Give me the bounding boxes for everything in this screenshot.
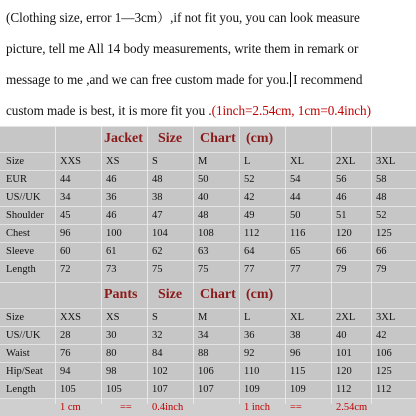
measurement-value: 34 xyxy=(60,192,71,203)
conversion-cell: == xyxy=(120,402,132,413)
measurement-value: 94 xyxy=(60,366,71,377)
intro-line-4a: custom made is best, it is more fit you . xyxy=(6,103,212,118)
intro-line-2: picture, tell me All 14 body measurements, write them in remark or xyxy=(6,41,359,56)
measurement-value: 52 xyxy=(244,174,255,185)
measurement-label: Hip/Seat xyxy=(6,366,43,377)
measurement-value: 44 xyxy=(60,174,71,185)
table-row xyxy=(0,260,416,278)
intro-text xyxy=(6,2,414,126)
measurement-value: 88 xyxy=(198,348,209,359)
measurement-value: 63 xyxy=(198,246,209,257)
measurement-value: 38 xyxy=(152,192,163,203)
measurement-value: 36 xyxy=(106,192,117,203)
measurement-value: 72 xyxy=(60,264,71,275)
measurement-value: 60 xyxy=(60,246,71,257)
measurement-value: 42 xyxy=(244,192,255,203)
measurement-value: 73 xyxy=(106,264,117,275)
jacket-chart-header xyxy=(0,126,416,152)
grid-line xyxy=(285,126,286,404)
measurement-label: Shoulder xyxy=(6,210,44,221)
size-column-header: XXS xyxy=(60,312,82,323)
size-column-header: 3XL xyxy=(376,156,396,167)
measurement-value: 58 xyxy=(376,174,387,185)
intro-line-3 xyxy=(6,64,414,95)
size-column-header: XS xyxy=(106,156,120,167)
measurement-value: 65 xyxy=(290,246,301,257)
measurement-value: 38 xyxy=(290,330,301,341)
measurement-value: 101 xyxy=(336,348,352,359)
size-column-header: XL xyxy=(290,312,304,323)
measurement-value: 40 xyxy=(198,192,209,203)
size-column-header: S xyxy=(152,312,158,323)
conversion-cell: 0.4inch xyxy=(152,402,184,413)
size-column-header: 2XL xyxy=(336,312,356,323)
measurement-value: 44 xyxy=(290,192,301,203)
table-row xyxy=(0,242,416,260)
column-label: Size xyxy=(6,156,25,167)
table-row xyxy=(0,362,416,380)
table-row xyxy=(0,224,416,242)
measurement-value: 48 xyxy=(152,174,163,185)
size-column-header: 2XL xyxy=(336,156,356,167)
measurement-value: 125 xyxy=(376,228,392,239)
measurement-label: Chest xyxy=(6,228,30,239)
size-column-header: 3XL xyxy=(376,312,396,323)
intro-line-3b: I recommend xyxy=(293,72,363,87)
grid-line xyxy=(331,126,332,404)
measurement-label: Length xyxy=(6,264,36,275)
conversion-cell: 2.54cm xyxy=(336,402,368,413)
measurement-value: 54 xyxy=(290,174,301,185)
measurement-value: 77 xyxy=(244,264,255,275)
jacket-header-word: Chart xyxy=(200,131,236,146)
measurement-value: 120 xyxy=(336,366,352,377)
measurement-value: 48 xyxy=(198,210,209,221)
text-cursor-icon xyxy=(290,72,291,87)
measurement-value: 116 xyxy=(290,228,306,239)
unit-conversion-row xyxy=(0,398,416,416)
size-column-header: XL xyxy=(290,156,304,167)
measurement-value: 105 xyxy=(60,384,76,395)
jacket-header-word: Size xyxy=(158,131,183,146)
measurement-value: 28 xyxy=(60,330,71,341)
measurement-value: 115 xyxy=(290,366,306,377)
measurement-value: 109 xyxy=(244,384,260,395)
measurement-value: 62 xyxy=(152,246,163,257)
pants-header-word: Chart xyxy=(200,287,236,302)
intro-line-4 xyxy=(6,95,414,126)
size-column-header: L xyxy=(244,312,251,323)
intro-line-1: (Clothing size, error 1—3cm）,if not fit you, you can look measure xyxy=(6,10,360,25)
measurement-value: 50 xyxy=(290,210,301,221)
table-row xyxy=(0,188,416,206)
measurement-value: 76 xyxy=(60,348,71,359)
measurement-value: 110 xyxy=(244,366,260,377)
measurement-value: 84 xyxy=(152,348,163,359)
size-column-header: S xyxy=(152,156,158,167)
measurement-value: 50 xyxy=(198,174,209,185)
measurement-value: 105 xyxy=(106,384,122,395)
measurement-value: 61 xyxy=(106,246,117,257)
pants-header-word: Pants xyxy=(104,287,138,302)
measurement-label: Length xyxy=(6,384,36,395)
size-column-header: M xyxy=(198,312,208,323)
column-label: Size xyxy=(6,312,25,323)
conversion-cell: 1 cm xyxy=(60,402,81,413)
measurement-value: 75 xyxy=(152,264,163,275)
grid-line xyxy=(147,126,148,404)
measurement-value: 40 xyxy=(336,330,347,341)
measurement-value: 125 xyxy=(376,366,392,377)
measurement-value: 106 xyxy=(198,366,214,377)
pants-chart-header xyxy=(0,282,416,308)
table-row xyxy=(0,380,416,398)
conversion-cell: == xyxy=(290,402,302,413)
measurement-value: 108 xyxy=(198,228,214,239)
measurement-label: EUR xyxy=(6,174,27,185)
measurement-value: 32 xyxy=(152,330,163,341)
measurement-value: 36 xyxy=(244,330,255,341)
measurement-value: 107 xyxy=(198,384,214,395)
measurement-value: 96 xyxy=(60,228,71,239)
measurement-value: 112 xyxy=(376,384,392,395)
grid-line xyxy=(101,126,102,404)
measurement-value: 109 xyxy=(290,384,306,395)
jacket-header-word: Jacket xyxy=(104,131,143,146)
measurement-value: 34 xyxy=(198,330,209,341)
conversion-cell: 1 inch xyxy=(244,402,270,413)
measurement-value: 51 xyxy=(336,210,347,221)
size-column-header: XS xyxy=(106,312,120,323)
measurement-value: 66 xyxy=(336,246,347,257)
measurement-label: US//UK xyxy=(6,330,41,341)
jacket-header-word: (cm) xyxy=(246,131,274,146)
measurement-value: 30 xyxy=(106,330,117,341)
measurement-value: 79 xyxy=(376,264,387,275)
measurement-value: 107 xyxy=(152,384,168,395)
table-row xyxy=(0,206,416,224)
measurement-value: 104 xyxy=(152,228,168,239)
measurement-value: 45 xyxy=(60,210,71,221)
measurement-value: 92 xyxy=(244,348,255,359)
measurement-value: 106 xyxy=(376,348,392,359)
measurement-value: 46 xyxy=(336,192,347,203)
pants-header-word: (cm) xyxy=(246,287,274,302)
measurement-value: 75 xyxy=(198,264,209,275)
size-column-header: XXS xyxy=(60,156,82,167)
measurement-label: Waist xyxy=(6,348,30,359)
measurement-label: US//UK xyxy=(6,192,41,203)
measurement-value: 100 xyxy=(106,228,122,239)
measurement-value: 102 xyxy=(152,366,168,377)
grid-line xyxy=(193,126,194,404)
measurement-value: 112 xyxy=(244,228,260,239)
grid-line xyxy=(239,126,240,404)
intro-line-3a: message to me ,and we can free custom made for you. xyxy=(6,72,290,87)
measurement-value: 47 xyxy=(152,210,163,221)
measurement-value: 66 xyxy=(376,246,387,257)
measurement-value: 112 xyxy=(336,384,352,395)
conversion-note: (1inch=2.54cm, 1cm=0.4inch) xyxy=(211,103,371,118)
measurement-value: 77 xyxy=(290,264,301,275)
size-column-header: M xyxy=(198,156,208,167)
measurement-value: 96 xyxy=(290,348,301,359)
measurement-value: 46 xyxy=(106,174,117,185)
pants-size-columns xyxy=(0,308,416,326)
measurement-value: 80 xyxy=(106,348,117,359)
grid-line xyxy=(55,126,56,404)
measurement-value: 49 xyxy=(244,210,255,221)
measurement-value: 98 xyxy=(106,366,117,377)
measurement-value: 64 xyxy=(244,246,255,257)
table-row xyxy=(0,344,416,362)
measurement-label: Sleeve xyxy=(6,246,34,257)
measurement-value: 48 xyxy=(376,192,387,203)
measurement-value: 46 xyxy=(106,210,117,221)
table-row xyxy=(0,170,416,188)
size-column-header: L xyxy=(244,156,251,167)
measurement-value: 120 xyxy=(336,228,352,239)
measurement-value: 42 xyxy=(376,330,387,341)
pants-header-word: Size xyxy=(158,287,183,302)
table-row xyxy=(0,326,416,344)
measurement-value: 79 xyxy=(336,264,347,275)
measurement-value: 56 xyxy=(336,174,347,185)
size-chart-table xyxy=(0,126,416,413)
grid-line xyxy=(371,126,372,404)
measurement-value: 52 xyxy=(376,210,387,221)
jacket-size-columns xyxy=(0,152,416,170)
